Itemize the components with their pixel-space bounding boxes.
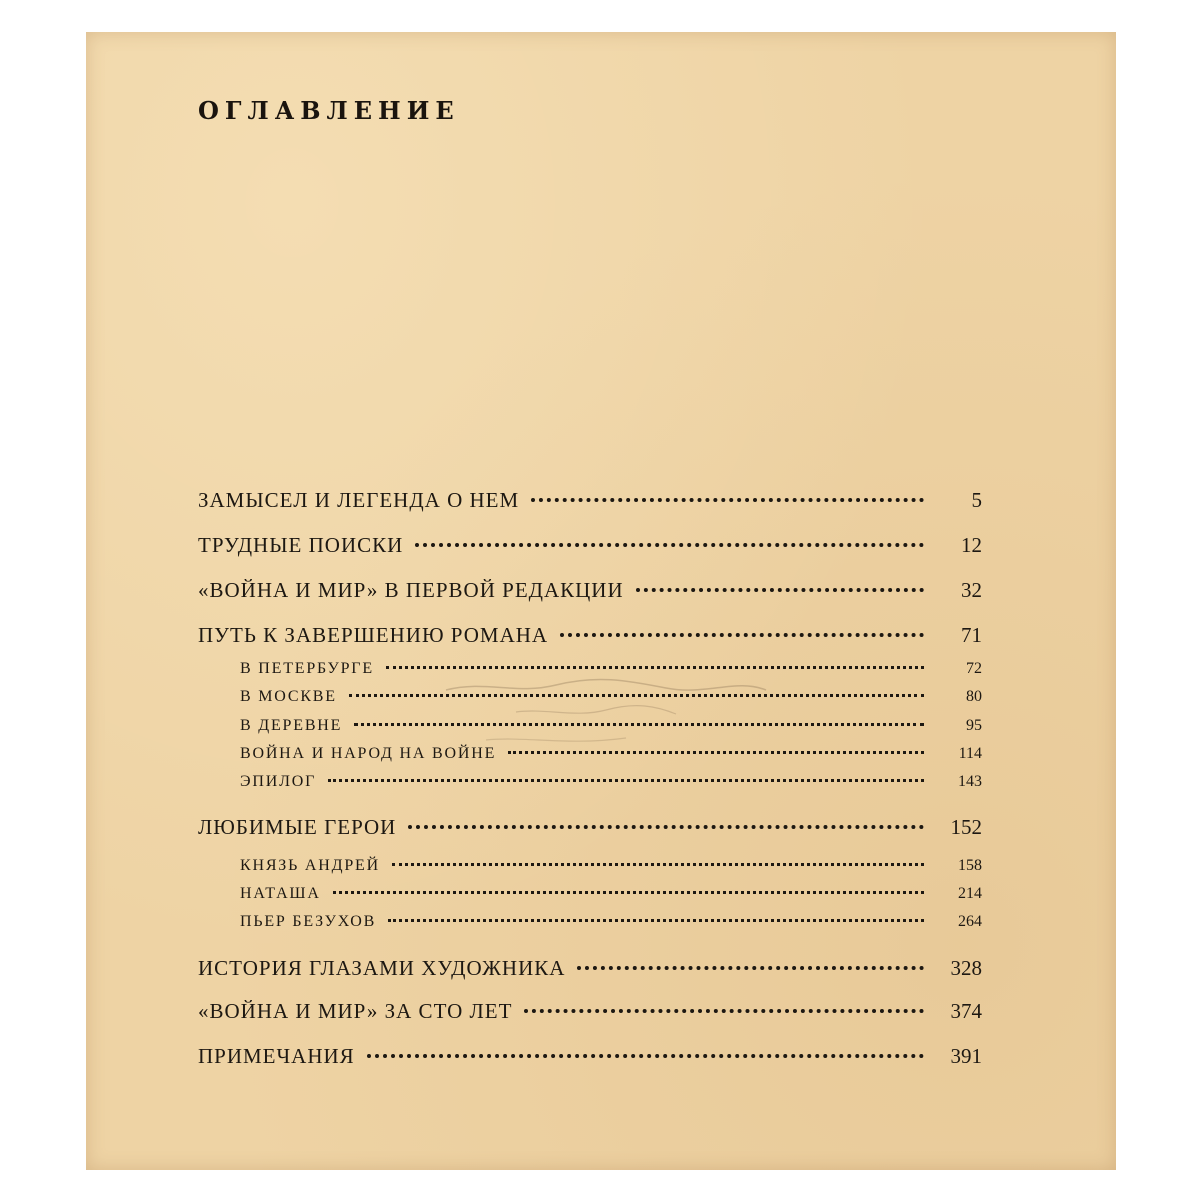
toc-entry-page: 71 <box>961 623 982 647</box>
toc-subentry <box>198 885 982 903</box>
dot-leader <box>328 779 924 782</box>
toc-subentry <box>198 913 982 931</box>
dot-leader <box>577 966 924 970</box>
dot-leader <box>524 1009 924 1013</box>
dot-leader <box>354 723 924 726</box>
toc-entry <box>198 956 982 981</box>
toc-entry-page: 95 <box>966 717 982 734</box>
toc-entry-title: «ВОЙНА И МИР» В ПЕРВОЙ РЕДАКЦИИ <box>198 578 624 602</box>
toc-entry-title: ПЬЕР БЕЗУХОВ <box>240 913 377 930</box>
toc-entry-title: ЛЮБИМЫЕ ГЕРОИ <box>198 815 397 839</box>
dot-leader <box>349 694 924 697</box>
toc-entry-title: ЗАМЫСЕЛ И ЛЕГЕНДА О НЕМ <box>198 488 520 512</box>
toc-entry-title: ТРУДНЫЕ ПОИСКИ <box>198 533 404 557</box>
toc-subentry <box>198 857 982 875</box>
toc-entry-page: 12 <box>961 533 982 557</box>
toc-entry-title: В ПЕТЕРБУРГЕ <box>240 660 374 677</box>
toc-entry-page: 114 <box>958 745 982 762</box>
dot-leader <box>560 633 924 637</box>
dot-leader <box>392 863 924 866</box>
toc-entry-page: 72 <box>966 660 982 677</box>
dot-leader <box>367 1054 924 1058</box>
toc-entry-page: 264 <box>958 913 982 930</box>
dot-leader <box>415 543 924 547</box>
dot-leader <box>333 891 924 894</box>
toc-entry <box>198 999 982 1024</box>
toc-entry-page: 391 <box>950 1044 982 1068</box>
toc-entry-page: 5 <box>971 488 982 512</box>
toc-entry-title: ЭПИЛОГ <box>240 773 317 790</box>
toc-entry-title: ИСТОРИЯ ГЛАЗАМИ ХУДОЖНИКА <box>198 956 566 980</box>
toc-entry-title: «ВОЙНА И МИР» ЗА СТО ЛЕТ <box>198 999 513 1023</box>
toc-subentry <box>198 717 982 735</box>
toc-entry-title: КНЯЗЬ АНДРЕЙ <box>240 857 380 874</box>
dot-leader <box>636 588 924 592</box>
toc-entry-title: ПУТЬ К ЗАВЕРШЕНИЮ РОМАНА <box>198 623 549 647</box>
page-title: ОГЛАВЛЕНИЕ <box>198 96 460 125</box>
toc-entry-title: ВОЙНА И НАРОД НА ВОЙНЕ <box>240 745 497 762</box>
toc-entry-title: ПРИМЕЧАНИЯ <box>198 1044 355 1068</box>
toc-entry-page: 328 <box>950 956 982 980</box>
toc-entry <box>198 488 982 513</box>
toc-subentry <box>198 773 982 791</box>
toc-entry <box>198 623 982 648</box>
toc-entry-page: 152 <box>950 815 982 839</box>
toc-entry-page: 214 <box>958 885 982 902</box>
toc-entry <box>198 578 982 603</box>
toc-subentry <box>198 660 982 678</box>
toc-entry-page: 143 <box>958 773 982 790</box>
dot-leader <box>388 919 924 922</box>
toc-entry-page: 32 <box>961 578 982 602</box>
dot-leader <box>508 751 924 754</box>
toc-entry <box>198 1044 982 1069</box>
dot-leader <box>408 825 924 829</box>
toc-entry-page: 158 <box>958 857 982 874</box>
toc-entry-page: 374 <box>950 999 982 1023</box>
toc-entry-title: В МОСКВЕ <box>240 688 337 705</box>
book-page <box>86 32 1116 1170</box>
dot-leader <box>386 666 924 669</box>
toc-entry-page: 80 <box>966 688 982 705</box>
toc-entry <box>198 815 982 840</box>
dot-leader <box>531 498 924 502</box>
toc-entry-title: В ДЕРЕВНЕ <box>240 717 343 734</box>
toc-subentry <box>198 745 982 763</box>
toc-entry <box>198 533 982 558</box>
toc-entry-title: НАТАША <box>240 885 321 902</box>
toc-subentry <box>198 688 982 706</box>
